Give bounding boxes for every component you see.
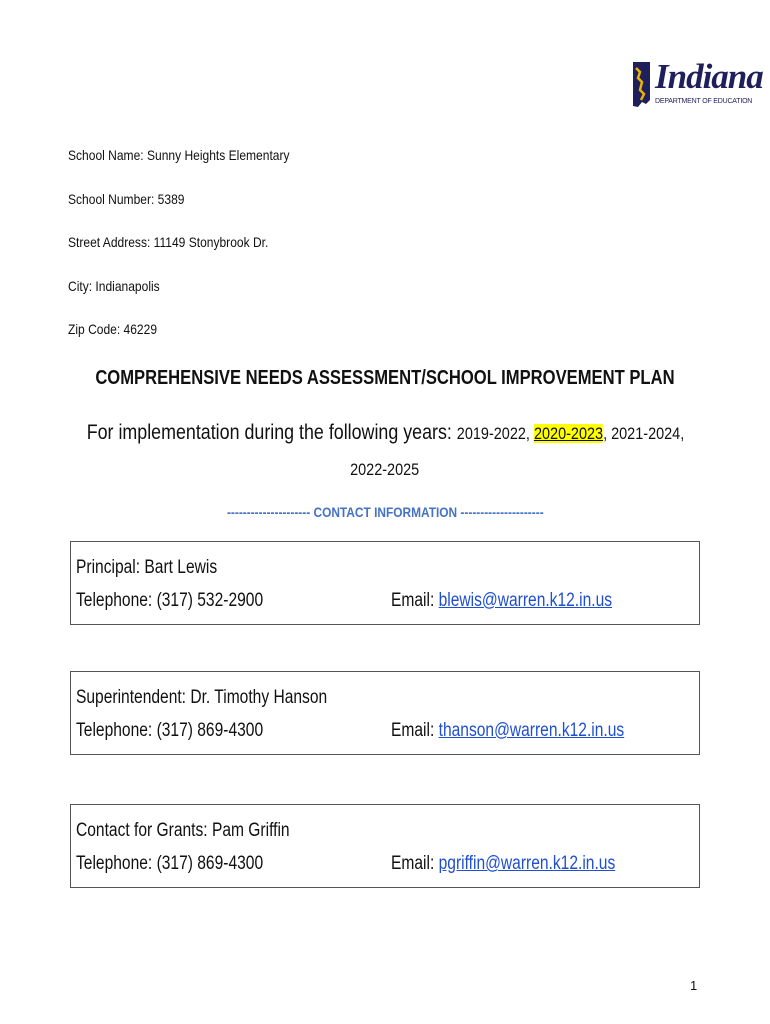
school-name-line: School Name: Sunny Heights Elementary <box>68 147 290 163</box>
document-title <box>0 365 770 391</box>
implementation-years-line-2 <box>0 456 770 484</box>
street-address-line: Street Address: 11149 Stonybrook Dr. <box>68 234 269 250</box>
superintendent-email-link[interactable]: thanson@warren.k12.in.us <box>438 720 625 741</box>
year-separator: , <box>602 424 611 443</box>
grants-contact-box <box>70 804 700 888</box>
email-label: Email: <box>391 590 439 611</box>
year-option: 2021-2024 <box>610 424 680 443</box>
city-line: City: Indianapolis <box>68 278 160 294</box>
contact-heading-text: --------------------- CONTACT INFORMATION --------------------- <box>226 504 544 520</box>
year-separator: , <box>679 424 684 443</box>
grants-contact-line: Contact for Grants: Pam Griffin <box>76 820 290 841</box>
page-number: 1 <box>690 978 698 993</box>
principal-telephone: Telephone: (317) 532-2900 <box>76 590 264 611</box>
principal-email-line <box>391 589 612 613</box>
email-label: Email: <box>391 720 439 741</box>
document-title-text: COMPREHENSIVE NEEDS ASSESSMENT/SCHOOL IMPROVEMENT PLAN <box>95 367 675 389</box>
principal-contact-box <box>70 541 700 625</box>
email-label: Email: <box>391 853 439 874</box>
year-option: 2022-2025 <box>350 460 420 479</box>
logo-wordmark: Indiana <box>655 57 763 96</box>
implementation-lead: For implementation during the following years: <box>86 421 457 444</box>
principal-email-link[interactable]: blewis@warren.k12.in.us <box>438 590 613 611</box>
superintendent-telephone: Telephone: (317) 869-4300 <box>76 720 264 741</box>
state-outline-icon <box>630 60 654 110</box>
superintendent-contact-box <box>70 671 700 755</box>
year-option-selected: 2020-2023 <box>533 424 603 443</box>
principal-line: Principal: Bart Lewis <box>76 557 218 578</box>
grants-telephone: Telephone: (317) 869-4300 <box>76 853 264 874</box>
implementation-years-line <box>0 419 770 448</box>
grants-email-line <box>391 852 615 876</box>
contact-information-heading <box>0 503 770 521</box>
superintendent-line: Superintendent: Dr. Timothy Hanson <box>76 687 328 708</box>
grants-email-link[interactable]: pgriffin@warren.k12.in.us <box>438 853 616 874</box>
superintendent-email-line <box>391 719 624 743</box>
school-number-line: School Number: 5389 <box>68 191 185 207</box>
year-separator: , <box>525 424 534 443</box>
indiana-doe-logo <box>630 57 763 114</box>
zip-code-line: Zip Code: 46229 <box>68 321 158 337</box>
logo-subtitle: DEPARTMENT OF EDUCATION <box>655 98 753 105</box>
year-option: 2019-2022 <box>456 424 526 443</box>
